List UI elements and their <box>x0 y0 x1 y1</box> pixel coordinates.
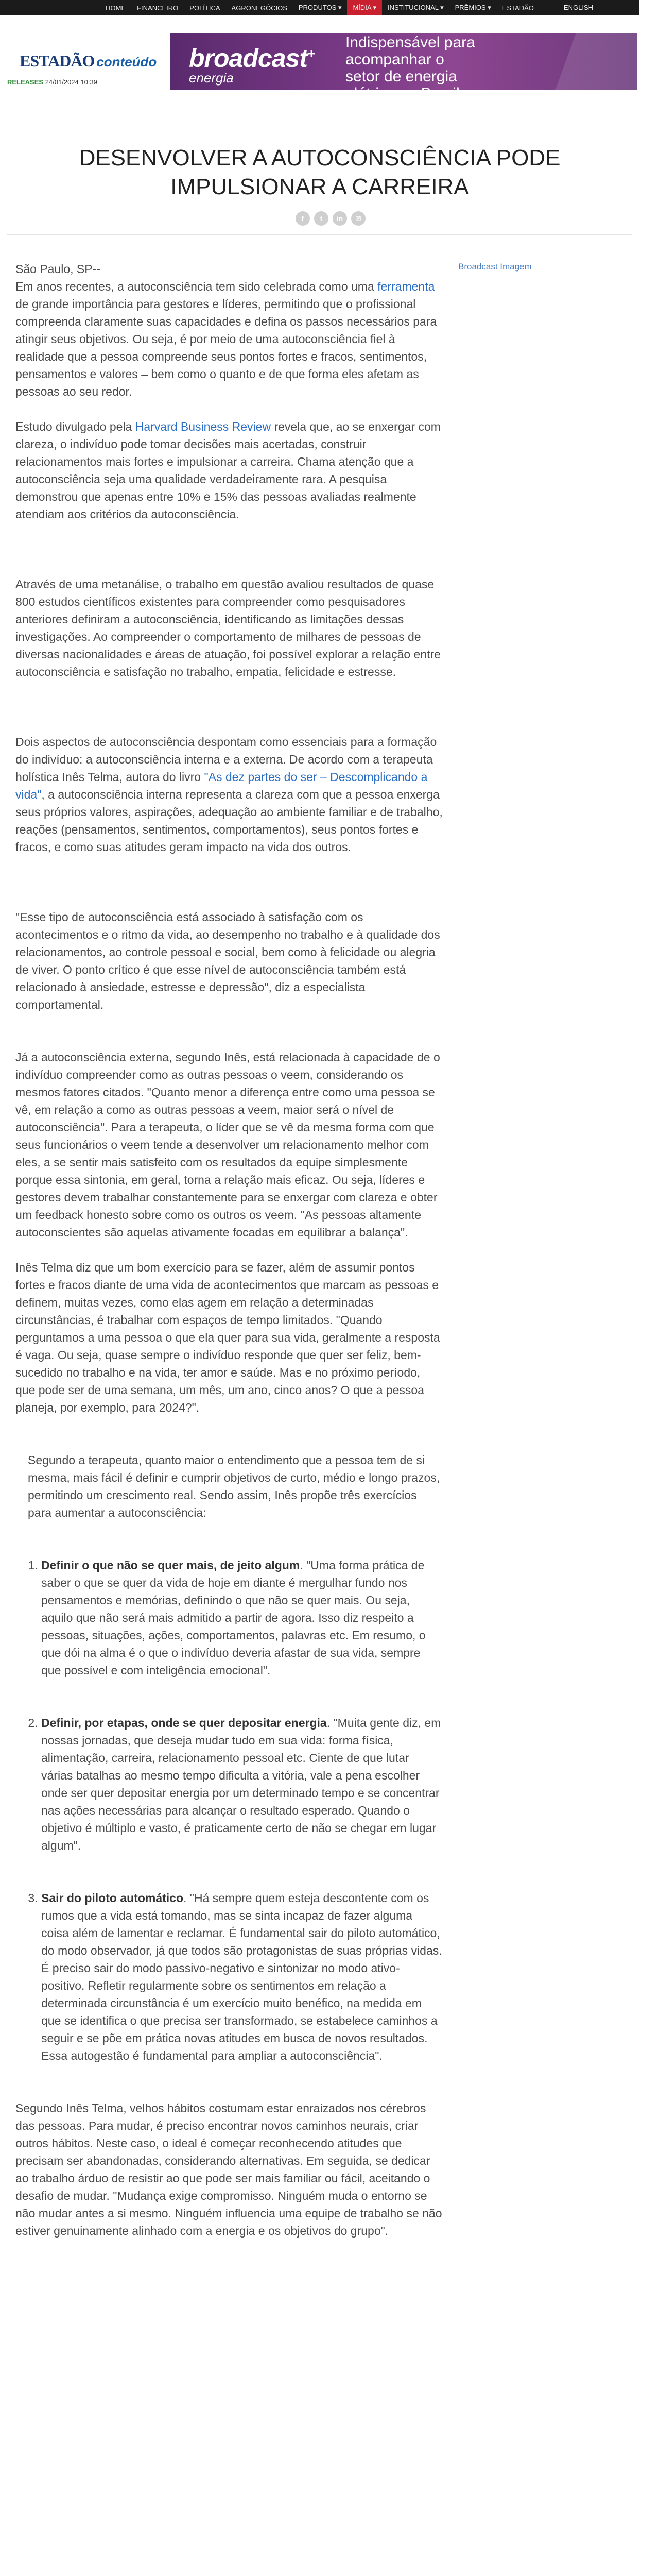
banner-brand: broadcast <box>189 44 307 73</box>
banner-text-line: acompanhar o <box>345 51 444 68</box>
banner-text-line: elétrica no Brasil <box>345 85 460 102</box>
email-icon[interactable]: ✉ <box>351 211 366 226</box>
list-item-head: Sair do piloto automático <box>41 1891 184 1905</box>
banner-text <box>345 34 475 102</box>
top-navigation <box>0 0 639 15</box>
facebook-icon[interactable]: f <box>296 211 310 226</box>
linkedin-icon[interactable]: in <box>333 211 347 226</box>
article-paragraph: Já a autoconsciência externa, segundo Inês, está relacionada à capacidade de o indivíduo compreender como as outras pessoas o veem, considerando os mesmos fatores citados. "Quanto menor a diferença entre como uma pessoa se vê, em relação a como as outras pessoas a veem, maior será o nível de autoconsciência". Para a terapeuta, o líder que se vê da mesma forma com que seus funcionários o veem tende a desenvolver um relacionamento melhor com eles, a se sentir mais satisfeito com os resultados da equipe simplesmente porque essa sintonia, em geral, torna a relação mais eficaz. Ou seja, líderes e gestores devem trabalhar constantemente para se enxergar com clareza e obter um feedback honesto sobre como os outros os veem. "As pessoas altamente autoconscientes são aquelas ativamente focadas em equilibrar a balança". <box>15 1050 440 1239</box>
banner-brand-sup: + <box>307 45 315 61</box>
nav-estadao[interactable]: ESTADÃO <box>502 4 534 12</box>
list-item-head: Definir, por etapas, onde se quer depositar energia <box>41 1716 327 1730</box>
article-title: DESENVOLVER A AUTOCONSCIÊNCIA PODE IMPULSIONAR A CARREIRA <box>79 145 561 200</box>
nav-institucional[interactable]: INSTITUCIONAL ▾ <box>388 4 444 11</box>
article-paragraph: Segundo a terapeuta, quanto maior o entendimento que a pessoa tem de si mesma, mais fácil é definir e cumprir objetivos de curto, médio e longo prazos, permitindo um crescimento real. Sendo assim, Inês propõe três exercícios para aumentar a autoconsciência: <box>28 1453 440 1519</box>
text-span: Em anos recentes, a autoconsciência tem sido celebrada como uma <box>15 280 378 293</box>
share-buttons <box>296 211 366 226</box>
article-paragraph <box>15 418 443 523</box>
nav-agronegocios[interactable]: AGRONEGÓCIOS <box>231 4 287 12</box>
article-meta <box>7 78 97 86</box>
site-header <box>0 15 639 102</box>
article-paragraph <box>15 733 443 856</box>
article-paragraph: "Esse tipo de autoconsciência está associado à satisfação com os acontecimentos e o ritmo da vida, ao desempenho no trabalho e à qualidade dos relacionamentos, ao controle pessoal e social, bem como à felicidade ou alegria de viver. O ponto crítico é que esse nível de autoconsciência também está relacionado à ansiedade, estresse e depressão", diz a especialista comportamental. <box>15 910 440 1011</box>
divider <box>7 234 632 235</box>
nav-midia[interactable]: MÍDIA ▾ <box>347 0 382 15</box>
article-paragraph <box>15 260 443 400</box>
nav-premios[interactable]: PRÊMIOS ▾ <box>455 4 491 11</box>
banner-text-line: setor de energia <box>345 68 457 85</box>
nav-home[interactable]: HOME <box>106 4 126 12</box>
article-paragraph: Segundo Inês Telma, velhos hábitos costumam estar enraizados nos cérebros das pessoas. Para mudar, é preciso encontrar novos caminhos neurais, criar outros hábitos. Neste caso, o ideal é começar reconhecendo atitudes que precisam ser abandonadas, considerando alternativas. Em seguida, se dedicar ao trabalho árduo de resistir ao que pode ser mais familiar ou fácil, aceitando o desafio de mudar. "Mudança exige compromisso. Ninguém muda o entorno se não mudar antes a si mesmo. Ninguém influencia uma equipe de trabalho se não estiver genuinamente alinhado com a energia e os objetivos do grupo". <box>15 2102 442 2238</box>
list-item-body: . "Muita gente diz, em nossas jornadas, que deseja mudar tudo em sua vida: forma física, alimentação, carreira, relacionamento pessoal etc. Ciente de que lutar várias batalhas ao mesmo tempo dificulta a vitória, vale a pena escolher onde ser quer depositar energia por um determinado tempo e se concentrar nas ações necessárias para alcançar o resultado esperado. Quando o objetivo é múltiplo e vasto, é praticamente certo de não se chegar em lugar algum". <box>41 1716 441 1852</box>
banner-logo <box>189 43 315 86</box>
logo-sub-text: conteúdo <box>96 54 157 70</box>
text-span: Estudo divulgado pela <box>15 420 135 433</box>
logo-main-text: ESTADÃO <box>20 52 95 70</box>
list-item-body: . "Há sempre quem esteja descontente com os rumos que a vida está tomando, mas se sinta incapaz de fazer alguma coisa além de lamentar e reclamar. É fundamental sair do piloto automático, do modo observador, já que todos são protagonistas de suas próprias vidas. É preciso sair do modo passivo-negativo e sintonizar no modo ativo-positivo. Refletir regularmente sobre os sentimentos em relação a determinada circunstância é um exercício muito benéfico, na medida em que se identifica o que precisa ser transformado, se estabelece caminhos a seguir e se põe em prática novas atitudes em busca de novos resultados. Essa autogestão é fundamental para ampliar a autoconsciência". <box>41 1891 442 2062</box>
publish-date: 24/01/2024 10:39 <box>45 78 97 86</box>
nav-financeiro[interactable]: FINANCEIRO <box>137 4 179 12</box>
site-logo[interactable] <box>20 52 157 71</box>
banner-decoration <box>552 28 660 100</box>
link-hbr[interactable]: Harvard Business Review <box>135 420 271 433</box>
banner-sub: energia <box>189 70 234 86</box>
dateline: São Paulo, SP-- <box>15 262 100 276</box>
sidebar-image-caption[interactable]: Broadcast Imagem <box>458 262 532 272</box>
nav-produtos[interactable]: PRODUTOS ▾ <box>298 4 342 11</box>
nav-politica[interactable]: POLÍTICA <box>189 4 220 12</box>
article-paragraph: Através de uma metanálise, o trabalho em questão avaliou resultados de quase 800 estudos científicos existentes para compreender como pesquisadores anteriores definiram a autoconsciência, identificando as limitações dessas investigações. Ao compreender o comportamento de milhares de pessoas de diversas nacionalidades e áreas de atuação, foi possível explorar a relação entre autoconsciência e satisfação no trabalho, empatia, felicidade e estresse. <box>15 578 441 679</box>
text-span: revela que, ao se enxergar com clareza, o indivíduo pode tomar decisões mais acertadas, construir relacionamentos mais fortes e impulsionar a carreira. Chama atenção que a autoconsciência seja uma qualidade verdadeiramente rara. A pesquisa demonstrou que apenas entre 10% e 15% das pessoas avaliadas realmente atendiam aos critérios da autoconsciência. <box>15 420 441 521</box>
list-item-head: Definir o que não se quer mais, de jeito algum <box>41 1558 300 1572</box>
language-switch[interactable]: ENGLISH <box>563 4 593 11</box>
ad-banner[interactable] <box>170 33 637 102</box>
text-span: de grande importância para gestores e líderes, permitindo que o profissional compreenda claramente suas capacidades e defina os passos necessários para atingir seus objetivos. Ou seja, é por meio de uma autoconsciência fiel à realidade que a pessoa compreende seus pontos fortes e fracos, sentimentos, pensamentos e valores – bem como o quanto e de que forma eles afetam as pessoas ao seu redor. <box>15 297 437 398</box>
list-item-body: . "Uma forma prática de saber o que se quer da vida de hoje em diante é mergulhar fundo nos pensamentos e memórias, definindo o que não se quer mais. Ou seja, aquilo que não será mais admitido a partir de agora. Isso diz respeito a pessoas, situações, ações, comportamentos, palavras etc. Em resumo, o que dói na alma é o que o indivíduo deveria afastar de sua vida, sempre que possível e com inteligência emocional". <box>41 1558 426 1677</box>
twitter-icon[interactable]: t <box>314 211 328 226</box>
list-item <box>41 1714 443 1854</box>
article-body <box>15 260 443 2240</box>
list-item <box>41 1889 443 2064</box>
article-paragraph: Inês Telma diz que um bom exercício para se fazer, além de assumir pontos fortes e fracos diante de uma vida de acontecimentos que marcam as pessoas e definem, muitas vezes, como elas agem em relação a determinadas circunstâncias, é trabalhar com espaços de tempo limitados. "Quando perguntamos a uma pessoa o que ela quer para sua vida, geralmente a resposta é vaga. Ou seja, quase sempre o indivíduo responde que quer ser feliz, bem-sucedido no trabalho e na vida, ter amor e saúde. Mas e no próximo período, que pode ser de uma semana, um mês, um ano, cinco anos? O que a pessoa planeja, por exemplo, para 2024?". <box>15 1261 440 1414</box>
link-book[interactable]: "As dez partes do ser – Descomplicando a vida" <box>15 770 428 801</box>
list-item <box>41 1556 443 1679</box>
link-ferramenta[interactable]: ferramenta <box>377 280 435 293</box>
banner-text-line: Indispensável para <box>345 34 475 51</box>
text-span: Dois aspectos de autoconsciência despontam como essenciais para a formação do indivíduo: a autoconsciência interna e a externa. De acordo com a terapeuta holística Inês Telma, autora do livro <box>15 735 437 784</box>
category-label[interactable]: RELEASES <box>7 78 44 86</box>
exercise-list <box>15 1556 443 2064</box>
text-span: , a autoconsciência interna representa a clareza com que a pessoa enxerga seus próprios valores, aspirações, adequação ao ambiente familiar e de trabalho, reações (pensamentos, sentimentos, comportamentos), seus pontos fortes e fracos, e como suas atitudes geram impacto na vida dos outros. <box>15 788 443 854</box>
